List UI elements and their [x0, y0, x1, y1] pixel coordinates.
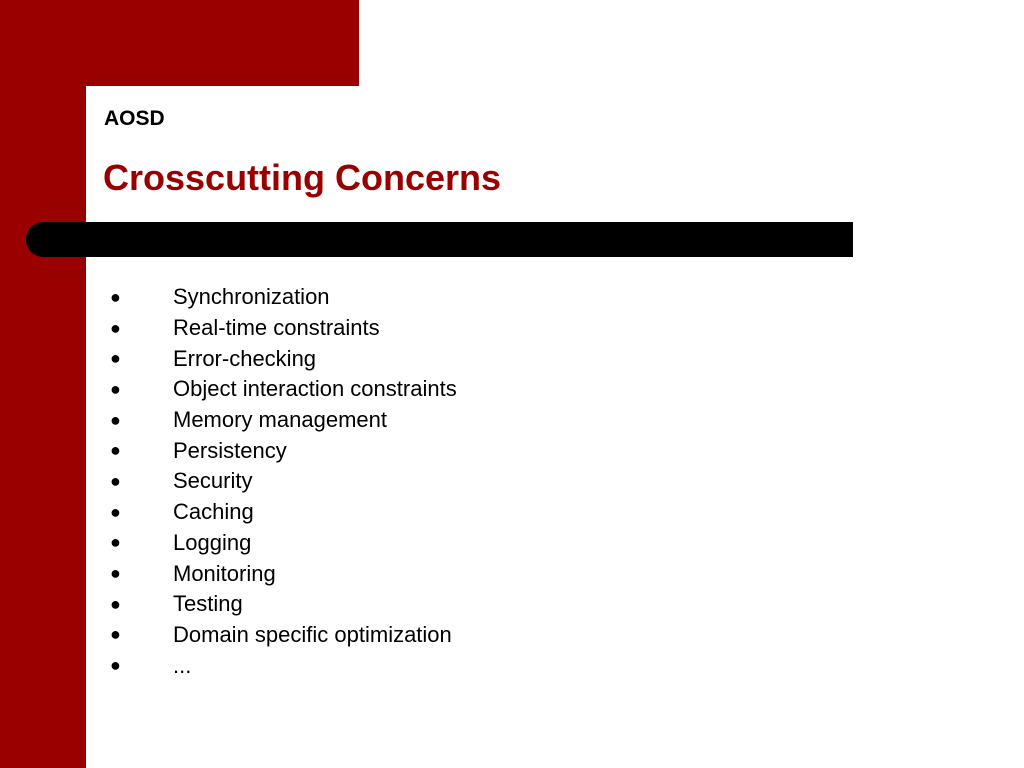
- list-item-text: Synchronization: [173, 284, 330, 310]
- list-item: [110, 497, 457, 528]
- bullet-icon: ●: [110, 348, 121, 369]
- list-item-text: Persistency: [173, 437, 287, 463]
- list-item-text: Error-checking: [173, 345, 317, 371]
- list-item: [110, 343, 457, 374]
- list-item: [110, 589, 457, 620]
- bullet-icon: ●: [110, 286, 121, 307]
- list-item: [110, 528, 457, 559]
- list-item: [110, 620, 457, 651]
- bullet-icon: ●: [110, 593, 121, 614]
- list-item-text: ...: [173, 652, 192, 678]
- left-accent-band: [0, 0, 86, 768]
- bullet-icon: ●: [110, 655, 121, 676]
- bullet-icon: ●: [110, 532, 121, 553]
- list-item: [110, 313, 457, 344]
- bullet-icon: ●: [110, 563, 121, 584]
- slide-subtitle: AOSD: [104, 107, 165, 130]
- list-item-text: Domain specific optimization: [173, 621, 452, 647]
- bullet-icon: ●: [110, 624, 121, 645]
- list-item: [110, 374, 457, 405]
- list-item-text: Testing: [173, 591, 243, 617]
- list-item-text: Real-time constraints: [173, 315, 380, 341]
- bullet-list: [110, 282, 457, 681]
- list-item-text: Memory management: [173, 407, 387, 433]
- list-item: [110, 466, 457, 497]
- list-item-text: Monitoring: [173, 560, 276, 586]
- list-item: [110, 435, 457, 466]
- top-accent-band: [0, 0, 359, 86]
- bullet-icon: ●: [110, 409, 121, 430]
- bullet-icon: ●: [110, 317, 121, 338]
- list-item-text: Security: [173, 468, 253, 494]
- list-item-text: Caching: [173, 499, 254, 525]
- title-divider-bar: [26, 222, 853, 257]
- slide-title: Crosscutting Concerns: [103, 157, 502, 198]
- bullet-icon: ●: [110, 501, 121, 522]
- list-item: [110, 650, 457, 681]
- bullet-icon: ●: [110, 470, 121, 491]
- list-item: [110, 282, 457, 313]
- list-item-text: Object interaction constraints: [173, 376, 457, 402]
- bullet-icon: ●: [110, 440, 121, 461]
- bullet-icon: ●: [110, 378, 121, 399]
- list-item: [110, 405, 457, 436]
- list-item: [110, 558, 457, 589]
- list-item-text: Logging: [173, 529, 252, 555]
